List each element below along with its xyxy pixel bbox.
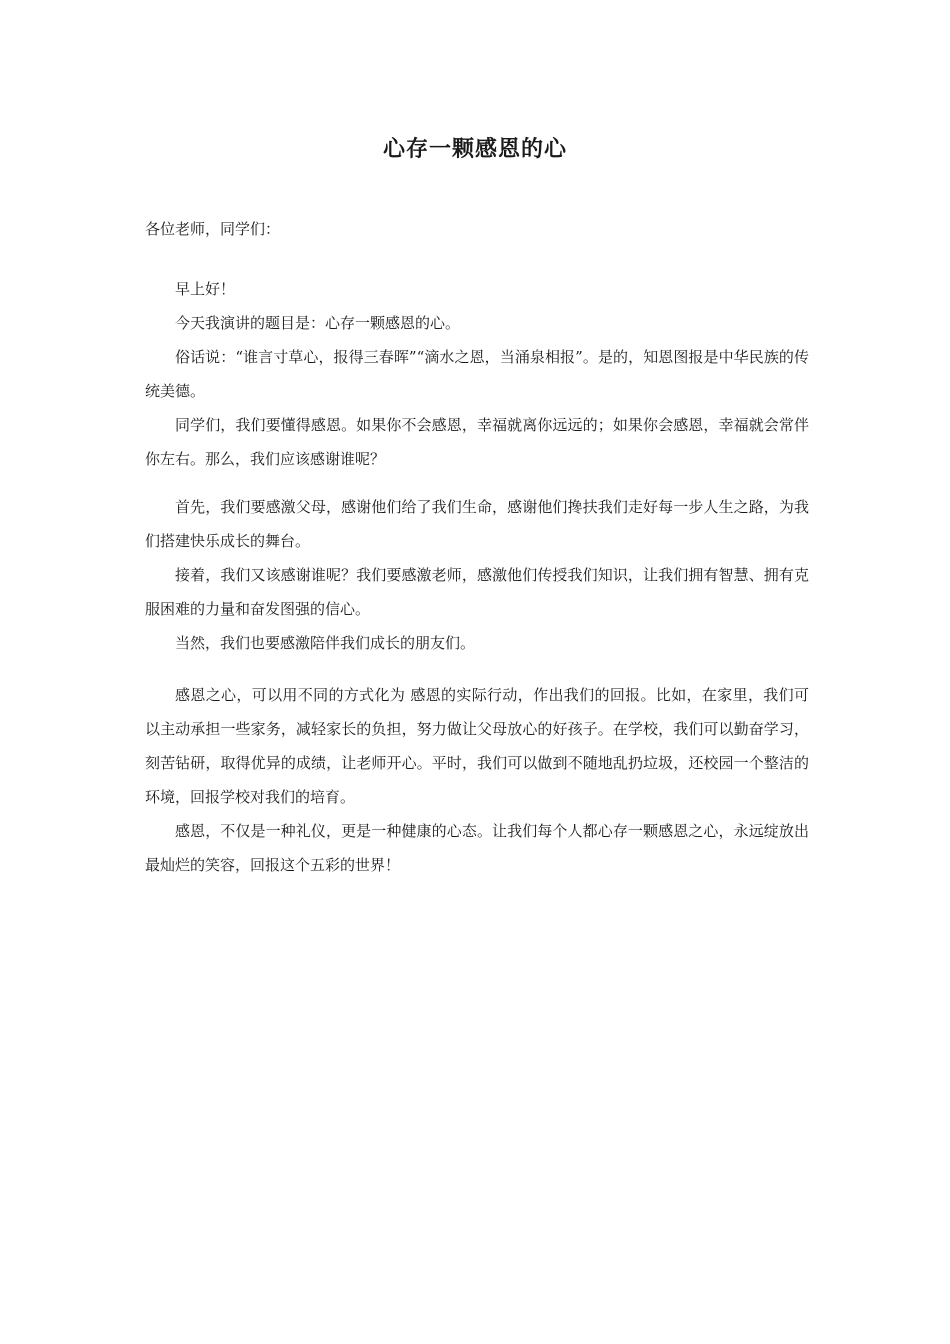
greeting-line: 各位老师，同学们： xyxy=(145,220,281,238)
paragraph: 感恩之心，可以用不同的方式化为 感恩的实际行动，作出我们的回报。比如，在家里，我们可以主动承担一些家务，减轻家长的负担，努力做让父母放心的好孩子。在学校，我们可以勤奋学习，刻苦钻研，取得优异的成绩，让老师开心。平时，我们可以做到不随地乱扔垃圾，还校园一个整洁的环境，回报学校对我们的培育。 xyxy=(145,686,809,806)
paragraph: 感恩，不仅是一种礼仪，更是一种健康的心态。让我们每个人都心存一颗感恩之心，永远绽放出最灿烂的笑容，回报这个五彩的世界！ xyxy=(145,822,809,874)
paragraph: 当然，我们也要感激陪伴我们成长的朋友们。 xyxy=(175,634,476,652)
paragraph: 早上好！ xyxy=(175,280,236,298)
document-title: 心存一颗感恩的心 xyxy=(382,136,567,162)
paragraph: 俗话说：“谁言寸草心，报得三春晖”“滴水之恩，当涌泉相报”。是的，知恩图报是中华民族的传统美德。 xyxy=(145,348,809,400)
paragraph: 接着，我们又该感谢谁呢？我们要感激老师，感激他们传授我们知识，让我们拥有智慧、拥有克服困难的力量和奋发图强的信心。 xyxy=(145,566,809,618)
document-body xyxy=(145,272,809,882)
paragraph: 首先，我们要感激父母，感谢他们给了我们生命，感谢他们搀扶我们走好每一步人生之路，为我们搭建快乐成长的舞台。 xyxy=(145,498,809,550)
paragraph: 同学们，我们要懂得感恩。如果你不会感恩，幸福就离你远远的；如果你会感恩，幸福就会常伴你左右。那么，我们应该感谢谁呢？ xyxy=(145,416,809,468)
paragraph: 今天我演讲的题目是：心存一颗感恩的心。 xyxy=(175,314,461,332)
